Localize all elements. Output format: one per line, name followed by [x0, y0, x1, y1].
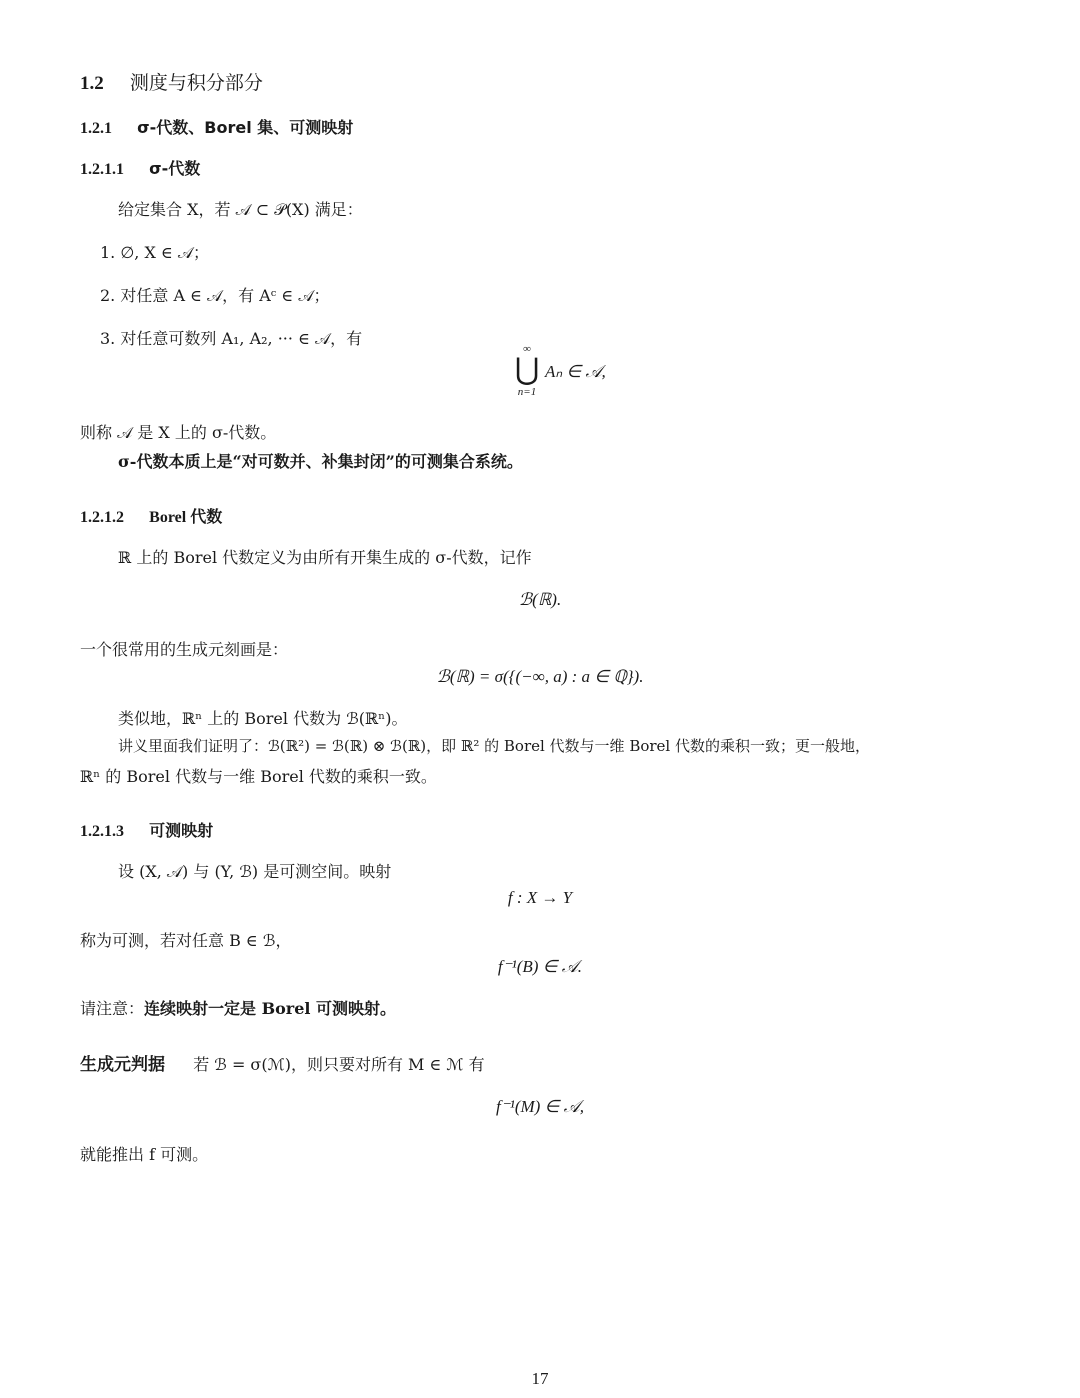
measurable-display-2: f⁻¹(B) ∈ 𝒜.	[497, 957, 583, 976]
note-bold: 连续映射一定是 Borel 可测映射。	[144, 999, 397, 1018]
subsection-title: σ-代数、Borel 集、可测映射	[137, 118, 354, 137]
sigma-item-1: 1. ∅, X ∈ 𝒜；	[100, 243, 210, 262]
borel-generator-intro: 一个很常用的生成元刻画是：	[80, 640, 289, 659]
sigma-item-3: 3. 对任意可数列 A₁, A₂, ··· ∈ 𝒜，有	[100, 329, 363, 348]
section-number: 1.2	[80, 73, 104, 94]
borel-similar: 类似地，ℝⁿ 上的 Borel 代数为 ℬ(ℝⁿ)。	[118, 709, 408, 728]
subsubsection-heading-sigma	[80, 156, 200, 179]
borel-product-line-1: 讲义里面我们证明了：ℬ(ℝ²) = ℬ(ℝ) ⊗ ℬ(ℝ)，即 ℝ² 的 Borel 代数与一维 Borel 代数的乘积一致；更一般地，	[118, 737, 870, 755]
subsubsection-number: 1.2.1.3	[80, 823, 124, 840]
borel-product-line-2: ℝⁿ 的 Borel 代数与一维 Borel 代数的乘积一致。	[80, 767, 437, 786]
note-prefix: 请注意：	[80, 999, 145, 1018]
section-title: 测度与积分部分	[129, 72, 263, 94]
criterion-text: 若 ℬ = σ(ℳ)，则只要对所有 M ∈ ℳ 有	[193, 1055, 485, 1074]
subsection-heading	[80, 115, 353, 138]
sigma-intro: 给定集合 X，若 𝒜 ⊂ 𝒫(X) 满足：	[118, 200, 363, 219]
measurable-intro: 设 (X, 𝒜) 与 (Y, ℬ) 是可测空间。映射	[118, 862, 392, 881]
criterion-display: f⁻¹(M) ∈ 𝒜,	[496, 1097, 584, 1116]
subsubsection-number: 1.2.1.2	[80, 509, 124, 526]
criterion-paragraph	[80, 1050, 485, 1075]
sigma-conclusion: 则称 𝒜 是 X 上的 σ-代数。	[80, 423, 277, 442]
subsubsection-number: 1.2.1.1	[80, 161, 124, 178]
criterion-title: 生成元判据	[80, 1055, 165, 1075]
measurable-display-1: f : X → Y	[507, 888, 573, 907]
borel-display-1: ℬ(ℝ).	[518, 590, 562, 609]
sigma-remark: σ-代数本质上是“对可数并、补集封闭”的可测集合系统。	[118, 452, 523, 471]
section-heading	[80, 68, 263, 95]
measurable-called: 称为可测，若对任意 B ∈ ℬ，	[80, 931, 292, 950]
subsubsection-heading-borel	[80, 504, 222, 527]
union-formula	[512, 343, 542, 399]
subsubsection-title: σ-代数	[149, 159, 201, 178]
subsection-number: 1.2.1	[80, 120, 112, 137]
subsubsection-title: Borel 代数	[149, 509, 223, 526]
borel-display-2: ℬ(ℝ) = σ({(−∞, a) : a ∈ ℚ}).	[436, 667, 644, 686]
union-expression: Aₙ ∈ 𝒜,	[545, 362, 606, 381]
borel-intro: ℝ 上的 Borel 代数定义为由所有开集生成的 σ-代数，记作	[118, 548, 532, 567]
sigma-item-2: 2. 对任意 A ∈ 𝒜，有 Aᶜ ∈ 𝒜；	[100, 286, 330, 305]
union-symbol: ⋃	[514, 352, 540, 387]
page-number: 17	[531, 1369, 549, 1388]
subsubsection-title: 可测映射	[149, 821, 214, 840]
subsubsection-heading-measurable	[80, 818, 213, 841]
union-subscript: n=1	[517, 386, 537, 398]
union-superscript: ∞	[523, 343, 531, 355]
criterion-conclusion: 就能推出 f 可测。	[80, 1145, 209, 1164]
measurable-note	[80, 996, 396, 1019]
